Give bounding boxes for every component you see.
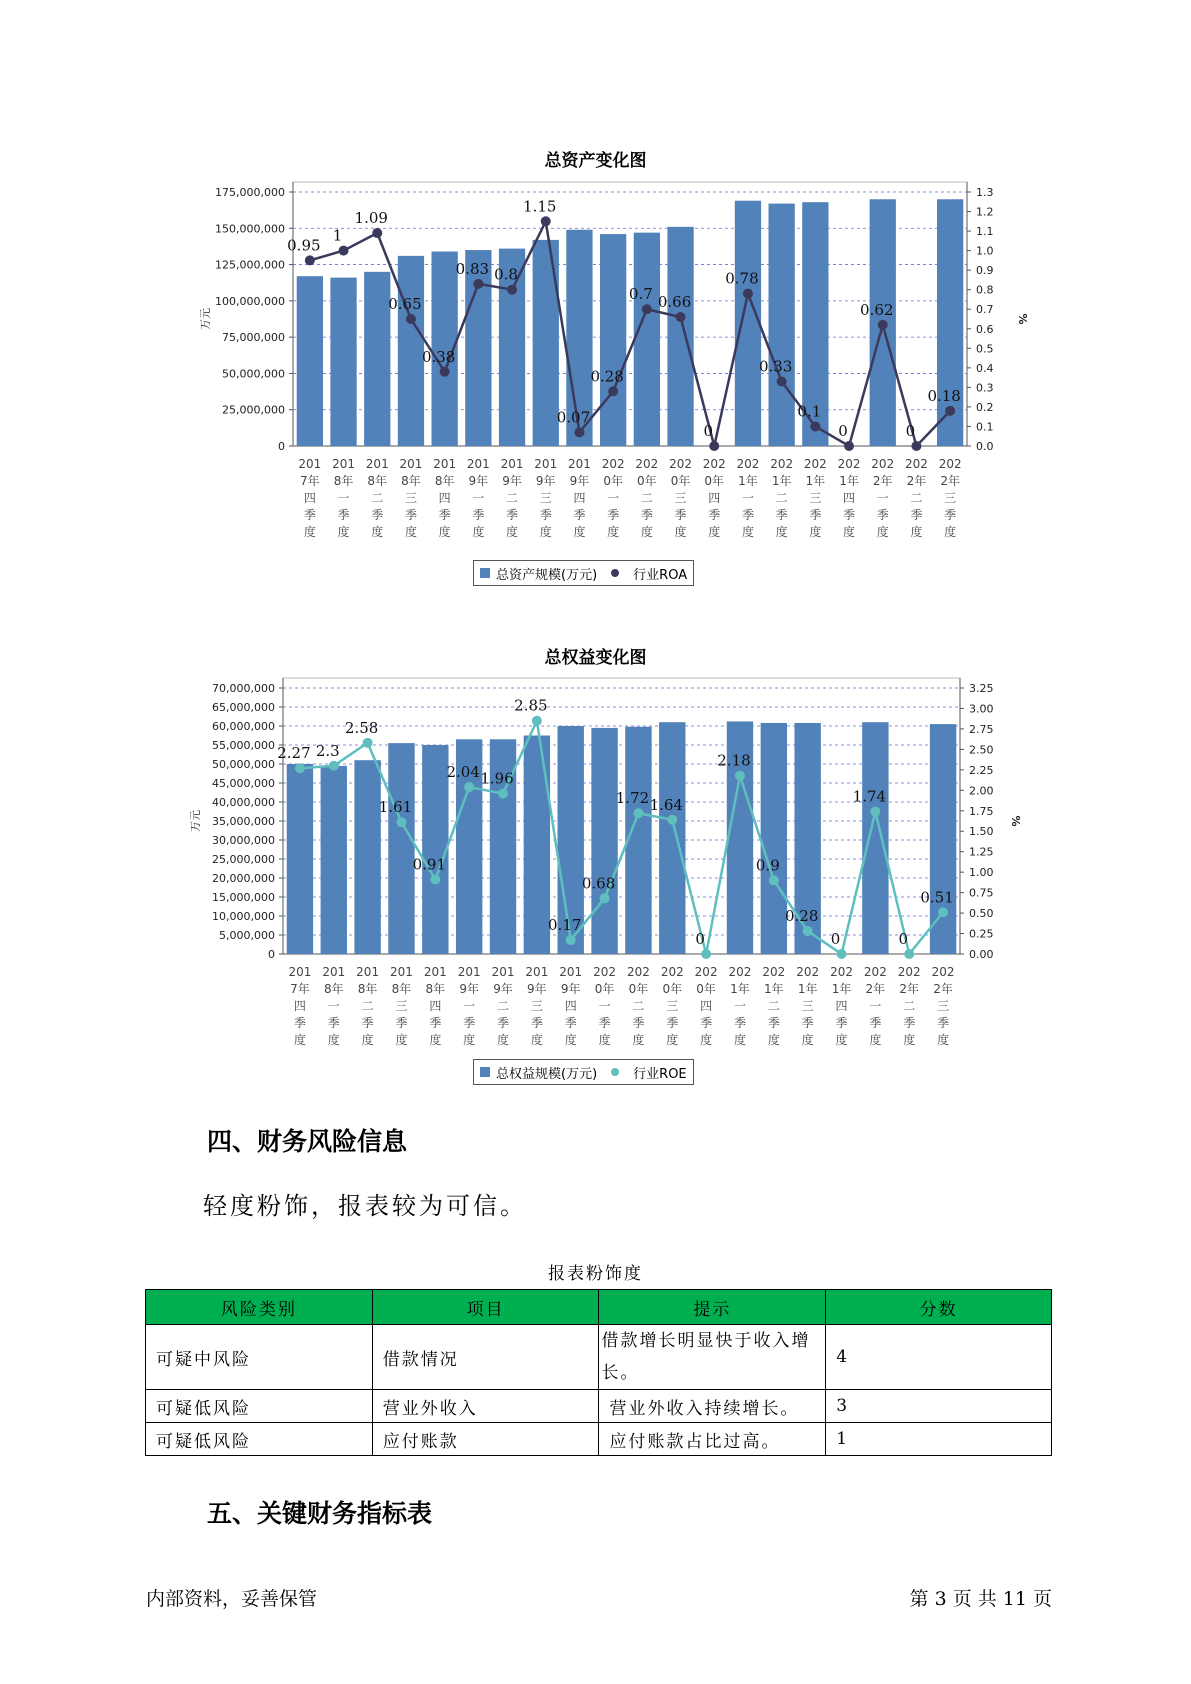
category-label: 202 0年一季度 xyxy=(601,457,625,539)
line-point xyxy=(810,421,820,431)
y-tick-label: 20,000,000 xyxy=(212,872,275,885)
data-label: 0.91 xyxy=(412,855,447,874)
cell-hint: 应付账款占比过高。 xyxy=(599,1423,826,1456)
y-tick-label: 175,000,000 xyxy=(215,186,285,199)
category-label: 201 8年三季度 xyxy=(390,965,413,1047)
y2-tick-label: 0.4 xyxy=(976,361,994,375)
data-label: 0.33 xyxy=(758,357,793,376)
bar xyxy=(667,227,693,446)
total-equity-chart xyxy=(0,672,1191,1052)
data-label: 0.83 xyxy=(455,259,490,278)
total-assets-chart xyxy=(0,175,1191,555)
bar xyxy=(533,240,559,446)
bar xyxy=(287,764,313,954)
line-point xyxy=(473,279,483,289)
line-point xyxy=(329,761,339,771)
line-point xyxy=(566,935,576,945)
line-point xyxy=(911,441,921,451)
data-label: 0.1 xyxy=(797,402,822,421)
category-label: 201 9年四季度 xyxy=(567,457,591,539)
y-tick-label: 25,000,000 xyxy=(212,853,275,866)
data-label: 0.78 xyxy=(725,269,759,288)
bar xyxy=(761,723,787,954)
line-point xyxy=(837,949,847,959)
y2-tick-label: 1.3 xyxy=(976,186,994,199)
data-label: 0 xyxy=(830,930,841,948)
data-label: 0.28 xyxy=(784,907,819,926)
category-label: 201 9年二季度 xyxy=(500,457,524,539)
data-label: 0.17 xyxy=(548,916,582,935)
chart2-legend-bar: 总权益规模(万元) xyxy=(496,1066,598,1082)
y2-tick-label: 0.3 xyxy=(976,381,994,395)
y2-tick-label: 0.00 xyxy=(969,948,994,961)
y2-tick-label: 1.1 xyxy=(976,225,994,239)
category-label: 202 2年二季度 xyxy=(904,457,928,539)
bar-legend-swatch xyxy=(480,1067,490,1077)
category-label: 201 9年三季度 xyxy=(534,457,558,539)
data-label: 1.96 xyxy=(480,769,514,788)
line-point xyxy=(676,312,686,322)
y2-tick-label: 2.50 xyxy=(969,743,994,757)
category-label: 201 8年四季度 xyxy=(423,965,447,1047)
y-tick-label: 150,000,000 xyxy=(215,222,285,236)
line-legend-swatch xyxy=(603,567,627,579)
y-tick-label: 25,000,000 xyxy=(222,403,285,417)
data-label: 2.04 xyxy=(446,763,480,782)
category-label: 202 1年四季度 xyxy=(830,965,853,1047)
line-point xyxy=(870,807,880,817)
bar xyxy=(524,736,550,955)
category-label: 201 7年四季度 xyxy=(298,457,322,539)
risk-summary: 轻度粉饰，报表较为可信。 xyxy=(203,1192,527,1220)
line-point xyxy=(363,738,373,748)
line-point xyxy=(372,228,382,238)
category-label: 201 8年二季度 xyxy=(365,457,389,539)
data-label: 1 xyxy=(332,226,343,245)
line-legend-swatch xyxy=(603,1066,627,1078)
y2-tick-label: 1.00 xyxy=(969,866,994,880)
y2-tick-label: 3.00 xyxy=(969,702,994,716)
y-tick-label: 100,000,000 xyxy=(215,294,285,308)
category-label: 201 9年一季度 xyxy=(457,965,481,1047)
category-label: 202 0年二季度 xyxy=(626,965,650,1047)
bar xyxy=(330,278,356,446)
y-tick-label: 0 xyxy=(278,440,285,453)
chart1-legend-line: 行业ROA xyxy=(633,567,688,583)
table-row xyxy=(146,1390,1052,1423)
data-label: 2.58 xyxy=(344,718,379,737)
line-point xyxy=(945,406,955,416)
data-label: 0.28 xyxy=(590,367,624,386)
category-label: 202 1年二季度 xyxy=(770,457,794,539)
indicators-section-heading: 五、关键财务指标表 xyxy=(207,1499,433,1528)
bar xyxy=(625,727,651,954)
chart1-legend-bar: 总资产规模(万元) xyxy=(496,567,598,583)
line-point xyxy=(440,367,450,377)
cell-item: 营业外收入 xyxy=(372,1390,599,1423)
data-label: 1.74 xyxy=(852,787,887,806)
category-label: 201 8年一季度 xyxy=(332,457,356,539)
category-label: 201 9年四季度 xyxy=(559,965,583,1047)
category-label: 201 8年四季度 xyxy=(433,457,457,539)
category-label: 202 2年三季度 xyxy=(931,965,955,1047)
line-point xyxy=(532,716,542,726)
category-label: 202 2年一季度 xyxy=(863,965,887,1047)
cell-hint: 营业外收入持续增长。 xyxy=(599,1390,826,1423)
y-tick-label: 55,000,000 xyxy=(212,739,275,752)
bar xyxy=(398,256,424,446)
category-label: 201 8年一季度 xyxy=(322,965,346,1047)
data-label: 0.62 xyxy=(860,300,894,319)
line-point xyxy=(803,926,813,936)
line-point xyxy=(574,427,584,437)
line-point xyxy=(305,255,315,265)
header-score: 分数 xyxy=(826,1290,1052,1325)
y-tick-label: 30,000,000 xyxy=(212,834,275,847)
y-axis-label: 万元 xyxy=(189,810,202,832)
header-category: 风险类别 xyxy=(146,1290,373,1325)
bar xyxy=(600,234,626,446)
line-point xyxy=(777,377,787,387)
category-label: 202 1年二季度 xyxy=(762,965,786,1047)
category-label: 202 1年一季度 xyxy=(728,965,752,1047)
data-label: 1.15 xyxy=(523,197,557,216)
data-label: 1.64 xyxy=(649,795,683,814)
bar xyxy=(659,722,685,954)
y-tick-label: 75,000,000 xyxy=(222,331,285,345)
chart2-legend-line: 行业ROE xyxy=(633,1066,687,1082)
data-label: 0 xyxy=(703,422,714,440)
category-label: 202 0年四季度 xyxy=(694,965,718,1047)
line-point xyxy=(938,907,948,917)
header-hint: 提示 xyxy=(599,1290,826,1325)
category-label: 202 1年四季度 xyxy=(837,457,861,539)
y-tick-label: 60,000,000 xyxy=(212,720,275,733)
category-label: 201 9年二季度 xyxy=(491,965,515,1047)
risk-table-caption: 报表粉饰度 xyxy=(548,1264,643,1284)
line-point xyxy=(406,314,416,324)
line-point xyxy=(633,808,643,818)
bar xyxy=(422,745,448,954)
y-tick-label: 70,000,000 xyxy=(212,682,275,695)
chart1-legend xyxy=(473,560,694,586)
data-label: 2.85 xyxy=(514,696,548,715)
data-label: 0.65 xyxy=(388,295,422,313)
category-label: 202 2年二季度 xyxy=(897,965,921,1047)
cell-category: 可疑中风险 xyxy=(146,1325,373,1390)
category-label: 202 0年一季度 xyxy=(593,965,617,1047)
cell-item: 借款情况 xyxy=(372,1325,599,1390)
y-axis-label: 万元 xyxy=(199,308,212,330)
y2-axis-label: % xyxy=(1016,313,1029,325)
data-label: 0.9 xyxy=(755,856,780,875)
line-point xyxy=(498,789,508,799)
y-tick-label: 0 xyxy=(268,948,275,961)
cell-hint: 借款增长明显快于收入增长。 xyxy=(599,1325,826,1390)
category-label: 202 0年二季度 xyxy=(635,457,659,539)
data-label: 1.61 xyxy=(378,798,413,817)
y2-tick-label: 0.5 xyxy=(976,342,994,356)
category-label: 202 0年三季度 xyxy=(669,457,693,539)
y-tick-label: 40,000,000 xyxy=(212,796,275,809)
line-point xyxy=(701,949,711,959)
y2-tick-label: 0.75 xyxy=(969,886,994,900)
y2-tick-label: 2.25 xyxy=(969,763,994,777)
chart2-legend xyxy=(473,1059,694,1085)
footer-page-number: 第 3 页 共 11 页 xyxy=(909,1588,1052,1610)
data-label: 0 xyxy=(838,422,848,440)
bar xyxy=(354,760,380,954)
line-point xyxy=(709,441,719,451)
bar xyxy=(297,276,323,446)
cell-category: 可疑低风险 xyxy=(146,1390,373,1423)
line-point xyxy=(507,285,517,295)
bar xyxy=(862,722,888,954)
cell-score: 4 xyxy=(826,1325,1052,1390)
header-item: 项目 xyxy=(372,1290,599,1325)
category-label: 202 2年一季度 xyxy=(871,457,895,539)
y-tick-label: 15,000,000 xyxy=(212,891,275,904)
data-label: 0.7 xyxy=(628,285,653,304)
y-tick-label: 10,000,000 xyxy=(212,910,275,923)
cell-score: 1 xyxy=(826,1423,1052,1456)
footer-confidential: 内部资料，妥善保管 xyxy=(146,1588,318,1610)
bar xyxy=(634,233,660,446)
cell-category: 可疑低风险 xyxy=(146,1423,373,1456)
line-point xyxy=(735,771,745,781)
y2-tick-label: 1.50 xyxy=(969,825,994,839)
line-point xyxy=(642,304,652,314)
data-label: 0.18 xyxy=(927,386,961,405)
chart2-title: 总权益变化图 xyxy=(544,648,647,668)
y2-tick-label: 0.9 xyxy=(976,264,994,278)
data-label: 2.27 xyxy=(277,744,311,763)
risk-table xyxy=(145,1289,1052,1456)
y-tick-label: 50,000,000 xyxy=(222,367,285,381)
y2-tick-label: 1.0 xyxy=(976,244,994,258)
data-label: 2.18 xyxy=(717,751,751,770)
line-point xyxy=(430,875,440,885)
y2-tick-label: 0.25 xyxy=(969,927,994,941)
line-point xyxy=(396,817,406,827)
bar xyxy=(321,766,347,954)
data-label: 0 xyxy=(898,930,908,948)
data-label: 0 xyxy=(695,930,705,948)
bar-legend-swatch xyxy=(480,568,490,578)
y2-tick-label: 0.2 xyxy=(976,400,994,414)
bar xyxy=(769,204,795,446)
bar xyxy=(388,743,414,954)
line-point xyxy=(844,441,854,451)
category-label: 202 1年一季度 xyxy=(736,457,760,539)
data-label: 0.8 xyxy=(494,265,518,284)
cell-item: 应付账款 xyxy=(372,1423,599,1456)
category-label: 201 8年三季度 xyxy=(399,457,423,539)
data-label: 1.09 xyxy=(354,209,388,228)
line-point xyxy=(667,815,677,825)
line-point xyxy=(339,246,349,256)
y-tick-label: 65,000,000 xyxy=(212,701,275,714)
cell-score: 3 xyxy=(826,1390,1052,1423)
line-point xyxy=(541,216,551,226)
y-tick-label: 35,000,000 xyxy=(212,815,275,828)
y-tick-label: 50,000,000 xyxy=(212,758,275,771)
risk-table-header xyxy=(146,1290,1052,1325)
category-label: 201 9年一季度 xyxy=(466,457,490,539)
line-point xyxy=(878,320,888,330)
line-point xyxy=(769,875,779,885)
y-tick-label: 125,000,000 xyxy=(215,258,285,272)
bar xyxy=(364,272,390,446)
category-label: 201 7年四季度 xyxy=(288,965,312,1047)
y2-tick-label: 1.2 xyxy=(976,205,994,219)
category-label: 201 9年三季度 xyxy=(525,965,549,1047)
data-label: 0.66 xyxy=(657,293,692,312)
line-point xyxy=(743,289,753,299)
bar xyxy=(591,728,617,954)
line-point xyxy=(600,893,610,903)
line-point xyxy=(295,763,305,773)
category-label: 202 2年三季度 xyxy=(938,457,962,539)
y2-tick-label: 0.8 xyxy=(976,283,994,297)
data-label: 0.95 xyxy=(287,236,321,255)
y2-tick-label: 2.75 xyxy=(969,722,994,736)
data-label: 1.72 xyxy=(615,789,650,808)
data-label: 0 xyxy=(905,422,916,440)
y-tick-label: 5,000,000 xyxy=(219,929,275,942)
risk-section-heading: 四、财务风险信息 xyxy=(207,1127,408,1156)
table-row xyxy=(146,1325,1052,1390)
bar xyxy=(930,724,956,954)
y2-tick-label: 0.50 xyxy=(969,907,994,921)
data-label: 0.07 xyxy=(556,408,591,427)
category-label: 202 1年三季度 xyxy=(796,965,820,1047)
y-tick-label: 45,000,000 xyxy=(212,777,275,790)
category-label: 202 0年三季度 xyxy=(660,965,684,1047)
data-label: 0.51 xyxy=(920,888,954,907)
y2-tick-label: 0.6 xyxy=(976,322,994,336)
y2-axis-label: % xyxy=(1009,815,1022,827)
y2-tick-label: 3.25 xyxy=(969,682,994,695)
category-label: 202 0年四季度 xyxy=(702,457,726,539)
y2-tick-label: 1.75 xyxy=(969,804,994,818)
category-label: 201 8年二季度 xyxy=(356,965,380,1047)
data-label: 2.3 xyxy=(315,741,340,760)
y2-tick-label: 0.0 xyxy=(976,440,994,453)
line-point xyxy=(608,386,618,396)
y2-tick-label: 1.25 xyxy=(969,845,994,859)
y2-tick-label: 0.1 xyxy=(976,420,994,434)
bar xyxy=(735,201,761,446)
line-point xyxy=(464,782,474,792)
y2-tick-label: 2.00 xyxy=(969,784,994,798)
line-point xyxy=(904,949,914,959)
data-label: 0.38 xyxy=(421,347,456,366)
data-label: 0.68 xyxy=(581,874,616,893)
table-row xyxy=(146,1423,1052,1456)
chart1-title: 总资产变化图 xyxy=(544,151,647,171)
y2-tick-label: 0.7 xyxy=(976,303,994,317)
category-label: 202 1年三季度 xyxy=(803,457,827,539)
